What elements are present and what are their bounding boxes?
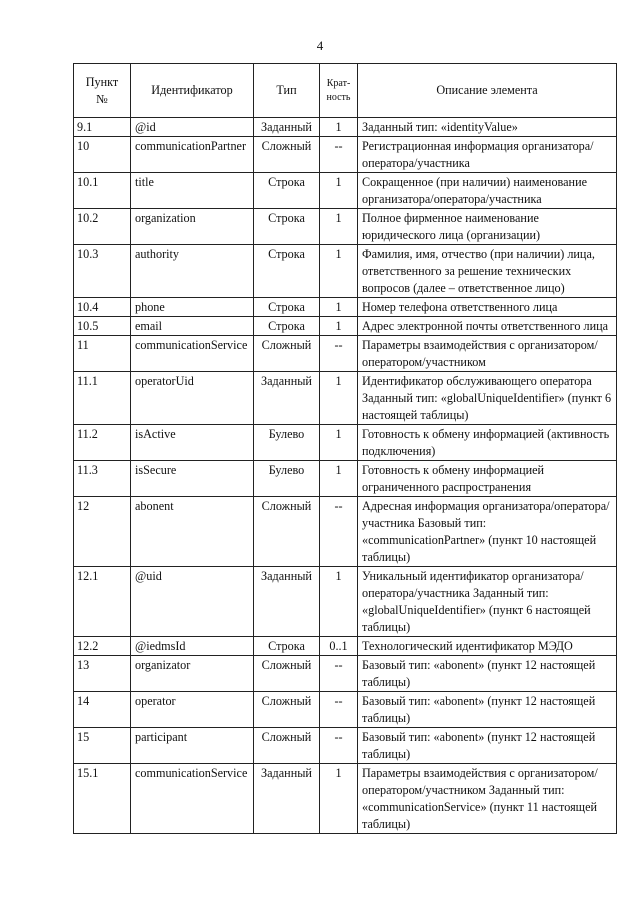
cell-description: Уникальный идентификатор организатора/оператора/участника Заданный тип: «globalUniqueIdentifier» (пункт 6 настоящей таблицы)	[358, 567, 617, 637]
cell-num: 10	[74, 137, 131, 173]
cell-type: Сложный	[254, 656, 320, 692]
cell-description: Заданный тип: «identityValue»	[358, 118, 617, 137]
table-row	[74, 245, 617, 298]
cell-identifier: communicationPartner	[131, 137, 254, 173]
cell-description: Параметры взаимодействия с организатором/оператором/участником	[358, 336, 617, 372]
cell-description: Фамилия, имя, отчество (при наличии) лица, ответственного за решение технических вопросов (далее – ответственное лицо)	[358, 245, 617, 298]
cell-num: 10.5	[74, 317, 131, 336]
cell-multiplicity: --	[320, 728, 358, 764]
cell-identifier: participant	[131, 728, 254, 764]
cell-num: 15	[74, 728, 131, 764]
cell-identifier: organization	[131, 209, 254, 245]
cell-num: 10.2	[74, 209, 131, 245]
cell-type: Сложный	[254, 336, 320, 372]
cell-description: Регистрационная информация организатора/оператора/участника	[358, 137, 617, 173]
table-row	[74, 336, 617, 372]
table-row	[74, 209, 617, 245]
header-identifier: Идентификатор	[131, 64, 254, 118]
cell-num: 14	[74, 692, 131, 728]
cell-description: Номер телефона ответственного лица	[358, 298, 617, 317]
cell-description: Готовность к обмену информацией (активность подключения)	[358, 425, 617, 461]
cell-identifier: email	[131, 317, 254, 336]
cell-num: 10.3	[74, 245, 131, 298]
cell-num: 11.1	[74, 372, 131, 425]
cell-description: Базовый тип: «abonent» (пункт 12 настоящей таблицы)	[358, 656, 617, 692]
cell-description: Базовый тип: «abonent» (пункт 12 настоящей таблицы)	[358, 692, 617, 728]
cell-type: Строка	[254, 173, 320, 209]
cell-multiplicity: 1	[320, 298, 358, 317]
cell-num: 9.1	[74, 118, 131, 137]
table-row	[74, 497, 617, 567]
cell-identifier: operator	[131, 692, 254, 728]
cell-identifier: operatorUid	[131, 372, 254, 425]
cell-description: Адресная информация организатора/оператора/участника Базовый тип: «communicationPartner» (пункт 10 настоящей таблицы)	[358, 497, 617, 567]
cell-description: Адрес электронной почты ответственного лица	[358, 317, 617, 336]
table-row	[74, 692, 617, 728]
cell-type: Сложный	[254, 497, 320, 567]
cell-identifier: @id	[131, 118, 254, 137]
cell-type: Заданный	[254, 118, 320, 137]
cell-multiplicity: 1	[320, 245, 358, 298]
cell-num: 12.1	[74, 567, 131, 637]
cell-num: 11.3	[74, 461, 131, 497]
cell-identifier: @iedmsId	[131, 637, 254, 656]
cell-num: 12.2	[74, 637, 131, 656]
table-row	[74, 461, 617, 497]
cell-type: Сложный	[254, 728, 320, 764]
cell-multiplicity: --	[320, 497, 358, 567]
elements-table	[73, 63, 617, 834]
cell-identifier: @uid	[131, 567, 254, 637]
cell-multiplicity: 0..1	[320, 637, 358, 656]
cell-description: Полное фирменное наименование юридического лица (организации)	[358, 209, 617, 245]
cell-type: Заданный	[254, 372, 320, 425]
cell-num: 10.4	[74, 298, 131, 317]
cell-identifier: organizator	[131, 656, 254, 692]
cell-description: Готовность к обмену информацией ограниченного распространения	[358, 461, 617, 497]
header-description: Описание элемента	[358, 64, 617, 118]
cell-type: Булево	[254, 425, 320, 461]
cell-multiplicity: --	[320, 137, 358, 173]
cell-multiplicity: 1	[320, 173, 358, 209]
cell-multiplicity: 1	[320, 425, 358, 461]
cell-type: Заданный	[254, 567, 320, 637]
cell-type: Сложный	[254, 692, 320, 728]
cell-identifier: communicationService	[131, 764, 254, 834]
cell-type: Строка	[254, 637, 320, 656]
cell-description: Идентификатор обслуживающего оператора Заданный тип: «globalUniqueIdentifier» (пункт 6 настоящей таблицы)	[358, 372, 617, 425]
cell-multiplicity: 1	[320, 118, 358, 137]
table-row	[74, 637, 617, 656]
table-row	[74, 764, 617, 834]
cell-identifier: title	[131, 173, 254, 209]
cell-identifier: abonent	[131, 497, 254, 567]
cell-multiplicity: 1	[320, 317, 358, 336]
header-multiplicity: Крат- ность	[320, 64, 358, 118]
cell-description: Сокращенное (при наличии) наименование организатора/оператора/участника	[358, 173, 617, 209]
table-row	[74, 173, 617, 209]
table-row	[74, 425, 617, 461]
cell-num: 11.2	[74, 425, 131, 461]
cell-type: Булево	[254, 461, 320, 497]
cell-description: Параметры взаимодействия с организатором/оператором/участником Заданный тип: «communicationService» (пункт 11 настоящей таблицы)	[358, 764, 617, 834]
cell-multiplicity: 1	[320, 461, 358, 497]
table-row	[74, 118, 617, 137]
cell-multiplicity: 1	[320, 567, 358, 637]
cell-num: 12	[74, 497, 131, 567]
cell-type: Строка	[254, 298, 320, 317]
table-row	[74, 317, 617, 336]
header-type: Тип	[254, 64, 320, 118]
table-row	[74, 137, 617, 173]
cell-multiplicity: 1	[320, 764, 358, 834]
cell-type: Строка	[254, 209, 320, 245]
table-header-row	[74, 64, 617, 118]
cell-multiplicity: --	[320, 656, 358, 692]
cell-type: Строка	[254, 245, 320, 298]
cell-num: 13	[74, 656, 131, 692]
cell-identifier: isSecure	[131, 461, 254, 497]
page-number: 4	[316, 38, 324, 53]
table-row	[74, 656, 617, 692]
cell-identifier: communicationService	[131, 336, 254, 372]
cell-num: 11	[74, 336, 131, 372]
cell-type: Сложный	[254, 137, 320, 173]
cell-type: Заданный	[254, 764, 320, 834]
cell-description: Базовый тип: «abonent» (пункт 12 настоящей таблицы)	[358, 728, 617, 764]
table-row	[74, 567, 617, 637]
cell-multiplicity: 1	[320, 372, 358, 425]
cell-multiplicity: 1	[320, 209, 358, 245]
table-row	[74, 372, 617, 425]
cell-multiplicity: --	[320, 692, 358, 728]
cell-num: 10.1	[74, 173, 131, 209]
header-num: Пункт №	[74, 64, 131, 118]
cell-description: Технологический идентификатор МЭДО	[358, 637, 617, 656]
cell-identifier: authority	[131, 245, 254, 298]
cell-identifier: phone	[131, 298, 254, 317]
table-row	[74, 298, 617, 317]
cell-multiplicity: --	[320, 336, 358, 372]
table-row	[74, 728, 617, 764]
cell-identifier: isActive	[131, 425, 254, 461]
cell-num: 15.1	[74, 764, 131, 834]
cell-type: Строка	[254, 317, 320, 336]
